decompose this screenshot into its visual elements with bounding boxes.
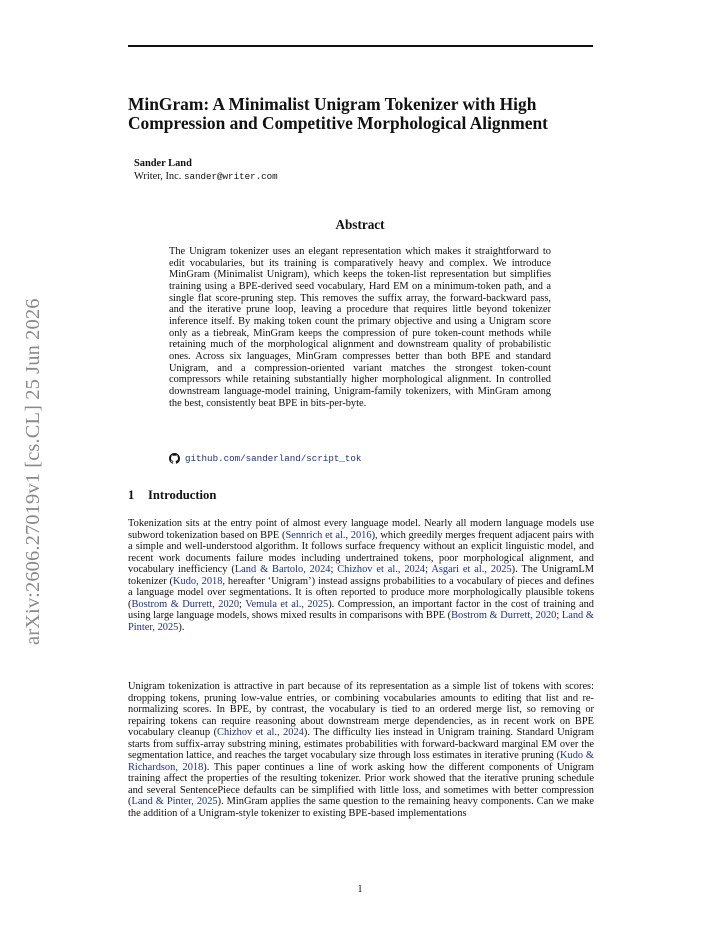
text-run: ; [556, 610, 562, 622]
citation-link[interactable]: Land & Pinter, 2025 [131, 796, 218, 808]
text-run: ), which greedily merges frequent adjacent pairs with a simple and well-understood algorithm. It follows surface frequency without an explicit linguistic model, and recent work documents failure modes including undertrained tokens, poor morphological alignment, and vocabulary inefficiency ( [128, 529, 594, 576]
text-run: ). Compression, an important factor in the cost of training and using large language models, shows mixed results in comparisons with BPE ( [128, 598, 594, 622]
repository-url[interactable]: github.com/sanderland/script_tok [185, 453, 362, 464]
page-number: 1 [357, 884, 363, 895]
text-run: ). This paper continues a line of work asking how the different components of Unigram training affect the properties of the resulting tokenizer. Prior work showed that the iterative pruning schedule and several SentencePiece defaults can be simplified with little loss, and sometimes with better compression ( [128, 761, 594, 808]
section-number: 1 [128, 488, 135, 502]
intro-paragraph-1 [128, 518, 594, 633]
text-run: ; [239, 598, 246, 610]
text-run: ). [178, 621, 185, 633]
author-name: Sander Land [134, 158, 192, 169]
citation-link[interactable]: Sennrich et al., 2016 [285, 529, 372, 541]
affiliation: Writer, Inc. [134, 171, 182, 182]
citation-link[interactable]: Bostrom & Durrett, 2020 [131, 598, 240, 610]
text-run: ). The difficulty lies instead in Unigram training. Standard Unigram starts from suffix-array substring mining, estimates probabilities with forward-backward marginal EM over the segmentation lattice, and reaches the target vocabulary size through loss estimates in iterative pruning ( [128, 727, 594, 762]
citation-link[interactable]: Bostrom & Durrett, 2020 [451, 610, 557, 622]
author-affiliation-line [134, 170, 278, 183]
text-run: ; [425, 564, 432, 576]
text-run: Unigram tokenization is attractive in part because of its representation as a simple list of tokens with scores: dropping tokens, pruning low-value entries, or combining vocabularies amounts to editing that list and re-normalizing scores. In BPE, by contrast, the vocabulary is tied to an ordered merge list, so removing or repairing tokens can require reasoning about downstream merge dependencies, as in recent work on BPE vocabulary cleanup ( [128, 681, 594, 739]
citation-link[interactable]: Land & Pinter, 2025 [128, 610, 594, 633]
citation-link[interactable]: Vemula et al., 2025 [245, 598, 329, 610]
author-email[interactable]: sander@writer.com [183, 171, 278, 182]
citation-link[interactable]: Kudo, 2018 [173, 575, 223, 587]
abstract-text: The Unigram tokenizer uses an elegant representation which makes it straightforward to edit vocabularies, but its training is comparatively heavy and complex. We introduce MinGram (Minimalist Unigram), which keeps the token-list representation but simplifies training using a BPE-derived seed vocabulary, Hard EM on a minimum-token path, and a single flat score-pruning step. This removes the suffix array, the forward-backward pass, and the iterative prune loop, leaving a procedure that requires little beyond tokenizer inference itself. By making token count the primary objective and using a Unigram score only as a tiebreak, MinGram keeps the compression of pure token-count methods while retaining much of the morphological alignment and downstream quality of probabilistic ones. Across six languages, MinGram compresses better than both BPE and standard Unigram, and a compression-oriented variant matches the strongest token-count compressors while retaining substantially higher morphological alignment. In controlled downstream language-model training, Unigram-family tokenizers, with MinGram among the best, consistently beat BPE in bits-per-byte. [169, 246, 551, 409]
top-rule [128, 45, 593, 47]
citation-link[interactable]: Kudo & Richardson, 2018 [128, 750, 594, 773]
abstract-heading: Abstract [335, 217, 385, 232]
author-block [134, 157, 278, 183]
repository-link[interactable] [169, 453, 361, 464]
github-icon [169, 453, 180, 464]
citation-link[interactable]: Asgari et al., 2025 [431, 564, 512, 576]
text-run: ). The UnigramLM tokenizer ( [128, 564, 594, 587]
citation-link[interactable]: Land & Bartolo, 2024 [234, 564, 331, 576]
section-heading-introduction [128, 488, 216, 503]
text-run: ). MinGram applies the same question to the remaining heavy components. Can we make the addition of a Unigram-style tokenizer to existing BPE-based implementations [128, 796, 594, 820]
arxiv-identifier: arXiv:2606.27019v1 [cs.CL] 25 Jun 2026 [22, 298, 44, 645]
text-run: ; [330, 564, 338, 576]
text-run: , hereafter ‘Unigram’) instead assigns probabilities to a vocabulary of pieces and defines a language model over segmentations. It is often reported to produce more morphologically plausible tokens ( [128, 575, 594, 610]
section-title: Introduction [148, 488, 217, 502]
paper-title: MinGram: A Minimalist Unigram Tokenizer with High Compression and Competitive Morphological Alignment [128, 94, 548, 133]
citation-link[interactable]: Chizhov et al., 2024 [337, 564, 426, 576]
citation-link[interactable]: Chizhov et al., 2024 [217, 727, 304, 739]
intro-paragraph-2 [128, 681, 594, 820]
text-run: Tokenization sits at the entry point of almost every language model. Nearly all modern language models use subword tokenization based on BPE ( [128, 518, 594, 541]
